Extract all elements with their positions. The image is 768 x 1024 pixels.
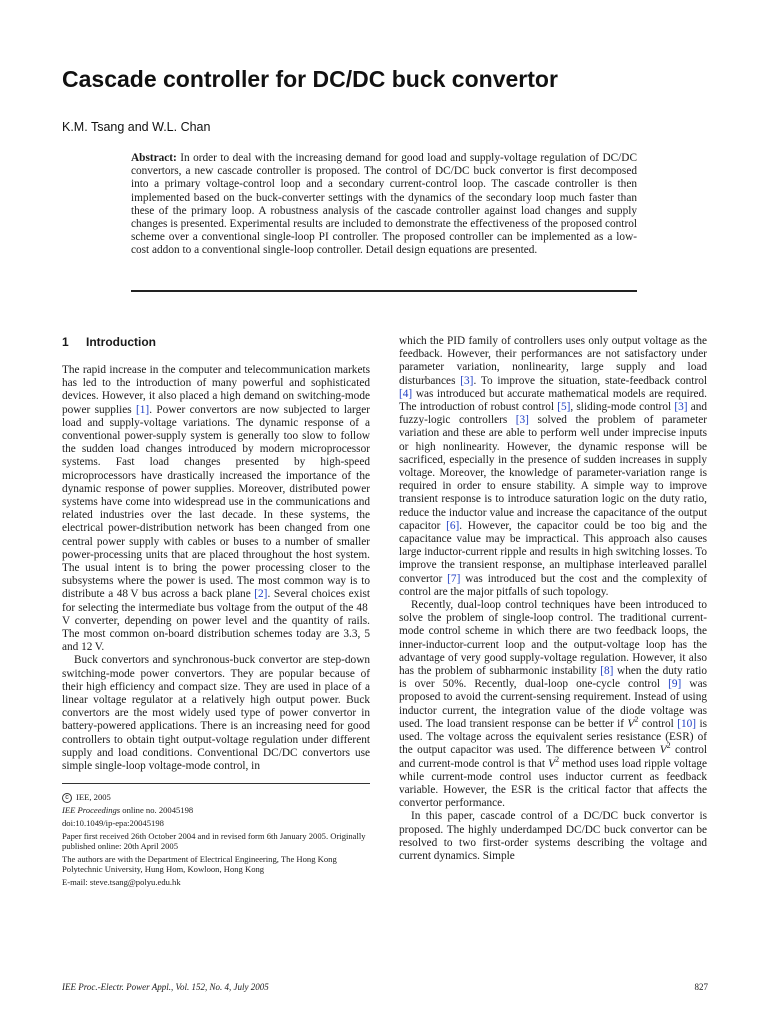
footnote-divider: [62, 783, 370, 784]
doi-line: doi:10.1049/ip-epa:20045198: [62, 817, 164, 828]
email-line: E-mail: steve.tsang@polyu.edu.hk: [62, 876, 181, 887]
section-title: Introduction: [86, 335, 156, 349]
received-line: Paper first received 26th October 2004 and in revised form 6th January 2005. Originally published online: 20th April 2005: [62, 830, 366, 852]
citation-link[interactable]: [3]: [515, 414, 529, 427]
citation-link[interactable]: [8]: [600, 665, 614, 678]
intro-paragraph-1: The rapid increase in the computer and telecommunication markets has led to the introduction of many powerful and sophisticated devices. However, it also placed a high demand on switching-mode power supplies [1]. Power convertors are now subjected to larger load and supply-voltage variations. The dynamic response of a conventional power-supply system is generally too slow to follow the sudden load changes introduced by modern microprocessor systems. Fast load changes presented by high-speed microprocessors have drastically increased the importance of the dynamic response of power supplies. Moreover, distributed power systems have come into widespread use in the communications and related industries over the last decade. In these systems, the electrical power-distribution network has been changed from one central power supply with cables or buses to a number of smaller power-processing units that are placed throughout the host system. The usual intent is to bring the power processing closer to the subsystems where the power is used. The most common way is to distribute a 48 V bus across a back plane [2]. Several choices exist for selecting the intermediate bus voltage from the output of the 48 V converter, depending on power level and the quantity of rails. The most common on-board distribution schemes today are 3.3, 5 and 12 V.: [62, 364, 370, 654]
paper-title: Cascade controller for DC/DC buck convertor: [62, 66, 558, 92]
abstract-divider: [131, 290, 637, 292]
citation-link[interactable]: [6]: [446, 519, 460, 532]
abstract-label: Abstract:: [131, 152, 177, 164]
abstract-text: In order to deal with the increasing demand for good load and supply-voltage regulation of DC/DC convertors, a new cascade controller is proposed. The control of DC/DC buck convertor is first decomposed into a primary voltage-control loop and a secondary current-control loop. The cascade controller is then implemented based on the buck-converter settings with the dynamics of the secondary loop much faster than these of the primary loop. A robustness analysis of the cascade controller against load changes and supply changes is presented. Experimental results are included to demonstrate the effectiveness of the proposed control scheme over a conventional single-loop PI controller. The proposed controller can be implemented as a low-cost addon to a conventional single-loop controller. Detail design equations are presented.: [131, 152, 638, 257]
section-number: 1: [62, 335, 69, 349]
citation-link[interactable]: [3]: [674, 401, 688, 414]
footnotes: [62, 792, 370, 887]
citation-link[interactable]: [3]: [460, 374, 474, 387]
right-column: [399, 335, 707, 863]
intro-paragraph-2: Buck convertors and synchronous-buck convertor are step-down switching-mode power convertors. They are popular because of their high efficiency and compact size. They are used in place of a linear voltage regulator at a relatively high output power. Buck convertors are the most widely used type of power convertor in battery-powered applications. There is an increasing need for good controllers to obtain tight output-voltage regulation under different supply and load conditions. Conventional DC/DC convertors use simple single-loop voltage-mode control, in: [62, 654, 370, 773]
citation-link[interactable]: [1]: [136, 403, 150, 416]
citation-link[interactable]: [2]: [254, 588, 268, 601]
citation-link[interactable]: [4]: [399, 387, 413, 400]
intro-paragraph-3: which the PID family of controllers uses only output voltage as the feedback. However, their performances are not satisfactory under parameter variation, nonlinearity, large supply and load disturbances [3]. To improve the situation, state-feedback control [4] was introduced but accurate mathematical models are required. The introduction of robust control [5], sliding-mode control [3] and fuzzy-logic controllers [3] solved the problem of parameter variation and these are able to perform well under imprecise inputs or high nonlinearity. However, the dynamic response will be sacrificed, especially in the presence of sudden increases in supply voltage. Moreover, the knowledge of parameter-variation range is required in order to ensure stability. A simple way to improve transient response is to introduce saturation logic on the duty ratio, reduce the inductor value and increase the capacitance of the output capacitor [6]. However, the capacitor could be too big and the capacitance value may be impractical. This approach also causes large inductor-current ripple and results in high switching losses. To improve the transient response, an multiphase interleaved parallel convertor [7] was introduced but the cost and the complexity of control are the major pitfalls of such topology.: [399, 335, 707, 598]
copyright-icon: c: [62, 793, 72, 803]
abstract-block: [131, 152, 637, 258]
affiliation-line: The authors are with the Department of Electrical Engineering, The Hong Kong Polytechnic University, Hung Hom, Kowloon, Hong Kong: [62, 853, 337, 875]
left-column: [62, 335, 370, 889]
page-number: 827: [694, 982, 708, 992]
author-line: K.M. Tsang and W.L. Chan: [62, 120, 211, 134]
citation-link[interactable]: [10]: [677, 717, 697, 730]
journal-footer: IEE Proc.-Electr. Power Appl., Vol. 152, No. 4, July 2005: [62, 982, 269, 992]
intro-paragraph-5: In this paper, cascade control of a DC/DC buck convertor is proposed. The highly underdamped DC/DC buck convertor can be resolved to two first-order systems describing the voltage and current dynamics. Simple: [399, 810, 707, 862]
copyright-line: c IEE, 2005: [62, 792, 370, 803]
section-heading: [62, 335, 370, 349]
citation-link[interactable]: [5]: [557, 401, 571, 414]
intro-paragraph-4: Recently, dual-loop control techniques have been introduced to solve the problem of single-loop control. The traditional current-mode control scheme in which there are two feedback loops, the inner-inductor-current loop and the output-voltage loop has the advantage of very good supply-voltage regulation. However, it also has the problem of subharmonic instability [8] when the duty ratio is over 50%. Recently, dual-loop one-cycle control [9] was proposed to avoid the current-sensing requirement. Instead of using inductor current, the integration value of the diode voltage was used. The load transient response can be better if $V^2$ control [10] is used. The voltage across the equivalent series resistance (ESR) of the output capacitor was used. The difference between $V^2$ control and current-mode control is that $V^2$ method uses load ripple voltage while current-mode control uses inductor current as feedback variable. However, the ESR is the critical factor that affects the convertor performance.: [399, 599, 707, 810]
citation-link[interactable]: [7]: [447, 572, 461, 585]
proceedings-line: IEE Proceedings online no. 20045198: [62, 805, 194, 816]
citation-link[interactable]: [9]: [668, 678, 682, 691]
